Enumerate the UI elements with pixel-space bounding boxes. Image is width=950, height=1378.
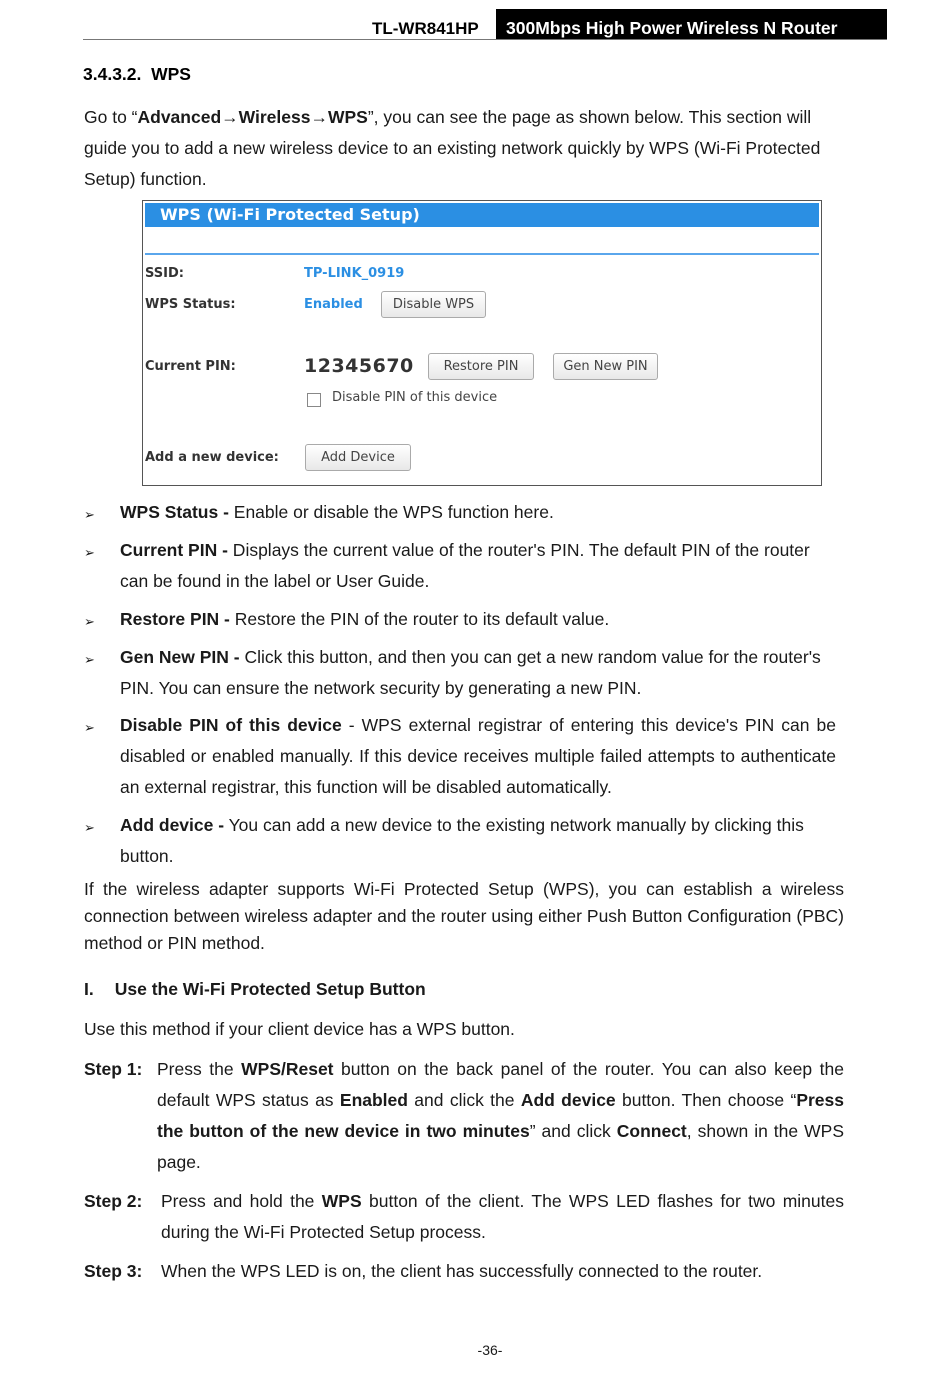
bullet-marker: ➢: [84, 652, 95, 667]
list-item-text: Displays the current value of the router's PIN. The default PIN of the router can be found in the label or User Guide.: [120, 540, 810, 591]
list-item-term: Add device -: [120, 815, 225, 835]
step-text-part: and click the: [407, 1090, 521, 1110]
step-label: Step 2:: [84, 1191, 143, 1211]
current-pin-label: Current PIN:: [145, 359, 236, 374]
restore-pin-button[interactable]: Restore PIN: [428, 353, 534, 380]
list-item-term: Disable PIN of this device: [120, 715, 342, 735]
list-item: [120, 810, 836, 872]
intro-text-1: Go to “: [84, 107, 138, 127]
intro-paragraph: [84, 102, 844, 195]
step-text-part: ” and click: [529, 1121, 617, 1141]
step-text-part: button of the client. The WPS LED flashes for two minutes during the Wi-Fi Protected Setup process.: [161, 1191, 844, 1242]
ssid-label: SSID:: [145, 266, 184, 281]
step-text-part: button. Then choose “: [615, 1090, 797, 1110]
menu-path-wireless: Wireless: [238, 107, 311, 127]
list-item: [120, 497, 836, 528]
list-item: [120, 642, 836, 704]
disable-wps-button[interactable]: Disable WPS: [381, 291, 486, 318]
list-item-text: - WPS external registrar of entering this device's PIN can be disabled or enabled manually. If this device receives multiple failed attempts to authenticate an external registrar, this function will be disabled automatically.: [120, 715, 836, 797]
wps-paragraph: If the wireless adapter supports Wi-Fi Protected Setup (WPS), you can establish a wireless connection between wireless adapter and the router using either Push Button Configuration (PBC) method or PIN method.: [84, 879, 844, 953]
disable-pin-checkbox[interactable]: [307, 393, 321, 407]
list-item-term: Current PIN -: [120, 540, 228, 560]
step-text-part: button on the back panel of the router. You can also keep the default WPS status as: [157, 1059, 844, 1110]
gen-new-pin-button[interactable]: Gen New PIN: [553, 353, 658, 380]
header-model: TL-WR841HP: [372, 19, 479, 38]
step-emphasis: Add device: [520, 1090, 616, 1110]
step-label: Step 1:: [84, 1059, 143, 1079]
arrow-icon: →: [221, 107, 239, 127]
arrow-icon: →: [310, 107, 328, 127]
menu-path-advanced: Advanced: [137, 107, 222, 127]
bullet-marker: ➢: [84, 614, 95, 629]
add-device-button[interactable]: Add Device: [305, 444, 411, 471]
bullet-marker: ➢: [84, 507, 95, 522]
step-text-part: , shown in the WPS page.: [157, 1121, 844, 1172]
subsection-heading: [84, 979, 426, 1000]
step-emphasis: Press the button of the new device in two minutes: [157, 1090, 844, 1141]
step-text-part: When the WPS LED is on, the client has successfully connected to the router.: [161, 1261, 763, 1281]
list-item-text: Enable or disable the WPS function here.: [228, 502, 554, 522]
current-pin-value: 12345670: [304, 355, 414, 377]
list-item-term: Restore PIN -: [120, 609, 230, 629]
subsection-number: I.: [84, 979, 94, 999]
step-emphasis: WPS: [321, 1191, 362, 1211]
ssid-value: TP-LINK_0919: [304, 266, 405, 281]
bullet-marker: ➢: [84, 545, 95, 560]
wps-status-value: Enabled: [304, 297, 363, 312]
section-title: 3.4.3.2. WPS: [83, 64, 191, 84]
step-text-part: Press the: [157, 1059, 242, 1079]
step-text-part: Press and hold the: [161, 1191, 322, 1211]
step-text: [161, 1186, 844, 1248]
step-text: [161, 1256, 844, 1287]
panel-title: WPS (Wi-Fi Protected Setup): [145, 203, 819, 227]
list-item: [120, 535, 836, 597]
list-item: [120, 604, 836, 635]
method-intro: Use this method if your client device has a WPS button.: [84, 1019, 515, 1039]
wps-status-label: WPS Status:: [145, 297, 236, 312]
intro-text-2: ”, you can see the page as shown below. This section will guide you to add a new wireless device to an existing network quickly by WPS (Wi-Fi Protected Setup) function.: [84, 107, 821, 189]
step-emphasis: WPS/Reset: [241, 1059, 334, 1079]
step-emphasis: Enabled: [339, 1090, 408, 1110]
bullet-marker: ➢: [84, 720, 95, 735]
header-product-title: 300Mbps High Power Wireless N Router: [496, 9, 887, 40]
list-item-text: You can add a new device to the existing network manually by clicking this button.: [120, 815, 804, 866]
add-device-label: Add a new device:: [145, 450, 279, 465]
menu-path-wps: WPS: [327, 107, 368, 127]
bullet-marker: ➢: [84, 820, 95, 835]
step-text: [157, 1054, 844, 1178]
step-emphasis: Connect: [616, 1121, 687, 1141]
step-label: Step 3:: [84, 1261, 143, 1281]
disable-pin-checkbox-label: Disable PIN of this device: [332, 390, 498, 405]
panel-divider: [145, 253, 819, 255]
list-item-text: Click this button, and then you can get a new random value for the router's PIN. You can ensure the network security by generating a new PIN.: [120, 647, 821, 698]
header-divider: [83, 39, 887, 40]
subsection-title: Use the Wi-Fi Protected Setup Button: [114, 979, 426, 999]
wps-settings-panel: [142, 200, 822, 486]
list-item-text: Restore the PIN of the router to its default value.: [229, 609, 610, 629]
page-number: -36-: [477, 1342, 503, 1358]
list-item: [120, 710, 836, 803]
list-item-term: WPS Status -: [120, 502, 229, 522]
list-item-term: Gen New PIN -: [120, 647, 240, 667]
